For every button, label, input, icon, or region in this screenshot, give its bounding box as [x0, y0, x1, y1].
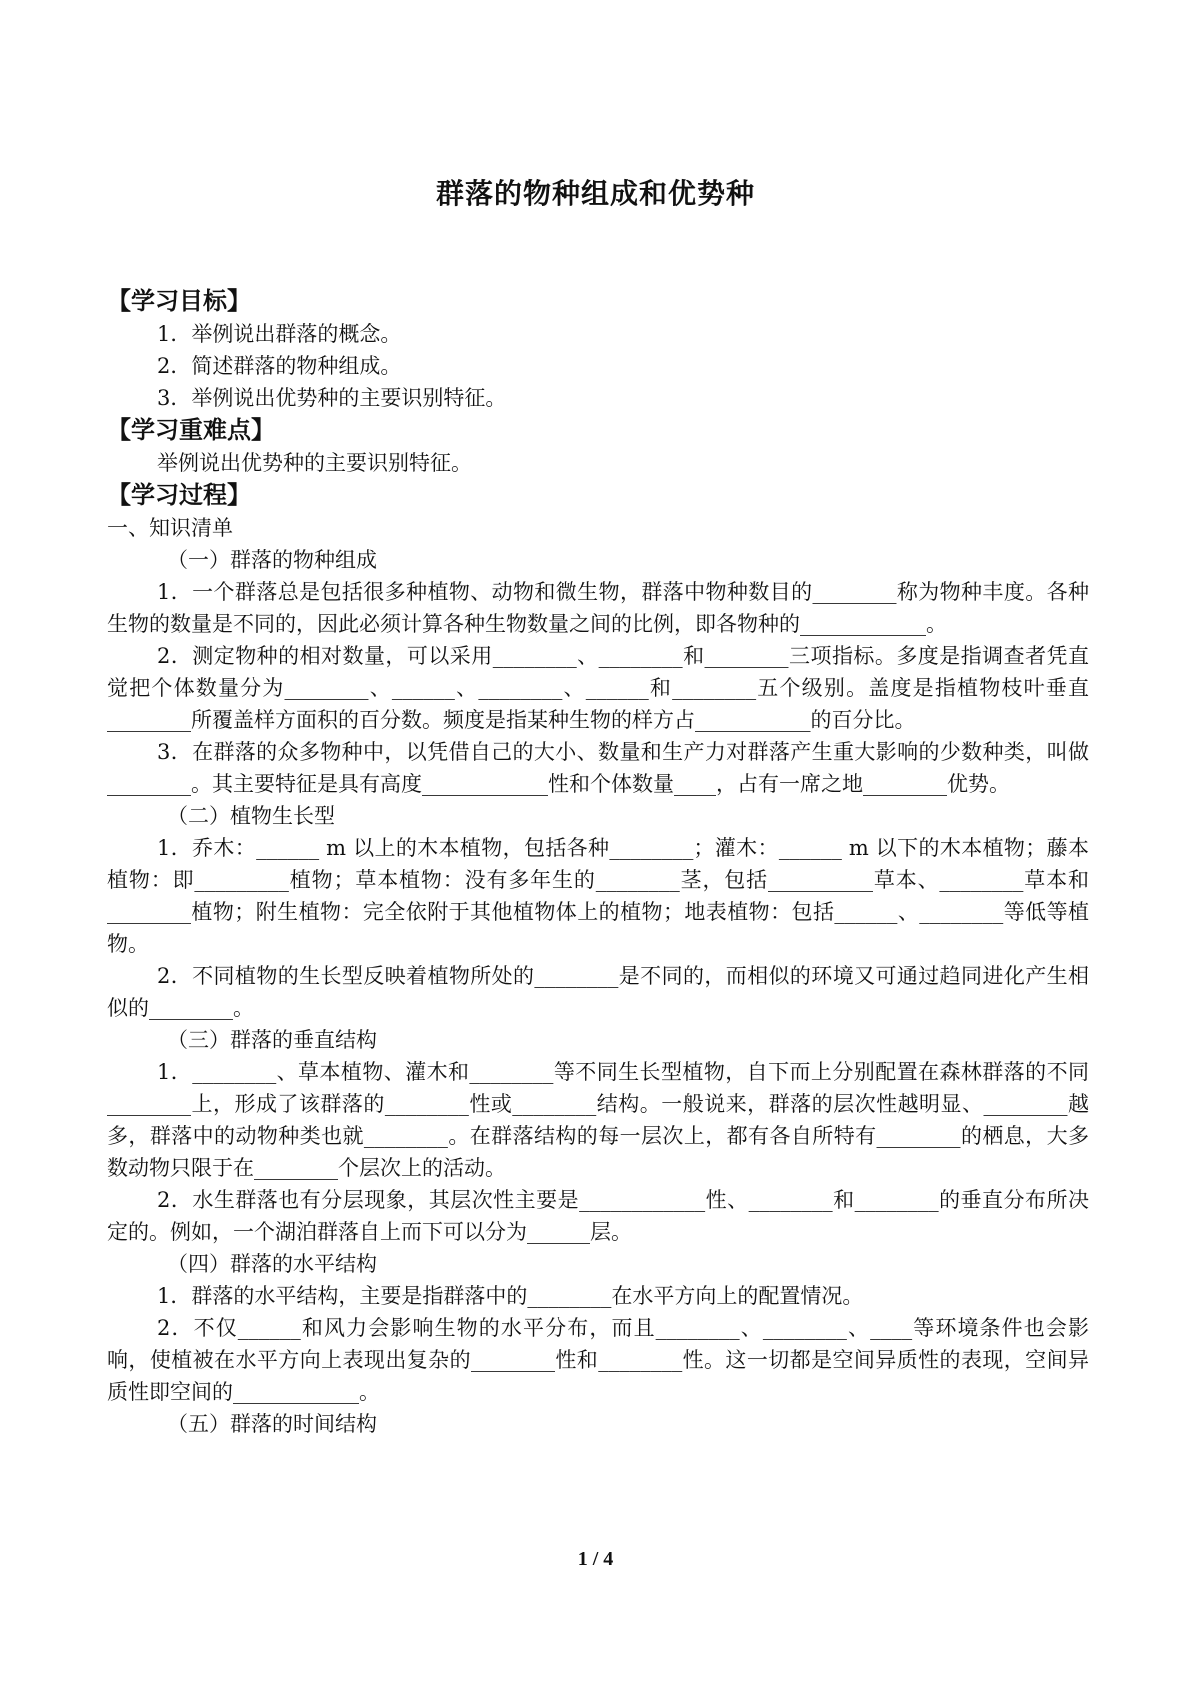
page-number: 1 / 4 [577, 1548, 614, 1570]
page-title: 群落的物种组成和优势种 [435, 177, 755, 210]
paragraph: 2．不同植物的生长型反映着植物所处的________是不同的，而相似的环境又可通过趋同进化产生相似的________。 [107, 964, 1089, 1020]
subsection-title: （二）植物生长型 [167, 804, 335, 828]
goal-item: 2．简述群落的物种组成。 [157, 354, 402, 378]
goal-item: 1．举例说出群落的概念。 [157, 322, 402, 346]
paragraph: 2．不仅______和风力会影响生物的水平分布，而且________、________、____等环境条件也会影响，使植被在水平方向上表现出复杂的________性和________性。这一切都是空间异质性的表现，空间异质性即空间的____________。 [107, 1316, 1089, 1404]
paragraph: 2．测定物种的相对数量，可以采用________、________和________三项指标。多度是指调查者凭直觉把个体数量分为________、______、________、______和________五个级别。盖度是指植物枝叶垂直________所覆盖样方面积的百分数。频度是指某种生物的样方占___________的百分比。 [107, 644, 1089, 732]
subsection-title: （三）群落的垂直结构 [167, 1028, 377, 1052]
subsection-title: （四）群落的水平结构 [167, 1252, 377, 1276]
document-body [107, 285, 1089, 1440]
paragraph: 2．水生群落也有分层现象，其层次性主要是____________性、________和________的垂直分布所决定的。例如，一个湖泊群落自上而下可以分为______层。 [107, 1188, 1089, 1244]
paragraph: 1．群落的水平结构，主要是指群落中的________在水平方向上的配置情况。 [157, 1284, 864, 1308]
subsection-title: （五）群落的时间结构 [167, 1412, 377, 1436]
section-heading-goals: 【学习目标】 [107, 287, 251, 315]
section-heading-process: 【学习过程】 [107, 481, 251, 509]
section-heading-key-points: 【学习重难点】 [107, 416, 275, 444]
subsection-title: （一）群落的物种组成 [167, 548, 377, 572]
paragraph: 3．在群落的众多物种中，以凭借自己的大小、数量和生产力对群落产生重大影响的少数种类，叫做________。其主要特征是具有高度____________性和个体数量____，占有一席之地________优势。 [107, 740, 1089, 796]
knowledge-heading: 一、知识清单 [107, 516, 233, 540]
paragraph: 1．乔木：______ m 以上的木本植物，包括各种________；灌木：______ m 以下的木本植物；藤本植物：即_________植物；草本植物：没有多年生的________茎，包括__________草本、________草本和________植物；附生植物：完全依附于其他植物体上的植物；地表植物：包括______、________等低等植物。 [107, 836, 1089, 956]
key-point-text: 举例说出优势种的主要识别特征。 [157, 451, 472, 475]
goal-item: 3．举例说出优势种的主要识别特征。 [157, 386, 507, 410]
paragraph: 1．一个群落总是包括很多种植物、动物和微生物，群落中物种数目的________称为物种丰度。各种生物的数量是不同的，因此必须计算各种生物数量之间的比例，即各物种的____________。 [107, 580, 1089, 636]
paragraph: 1．________、草本植物、灌木和________等不同生长型植物，自下而上分别配置在森林群落的不同________上，形成了该群落的________性或________结构。一般说来，群落的层次性越明显、________越多，群落中的动物种类也就________。在群落结构的每一层次上，都有各自所特有________的栖息，大多数动物只限于在________个层次上的活动。 [107, 1060, 1089, 1180]
